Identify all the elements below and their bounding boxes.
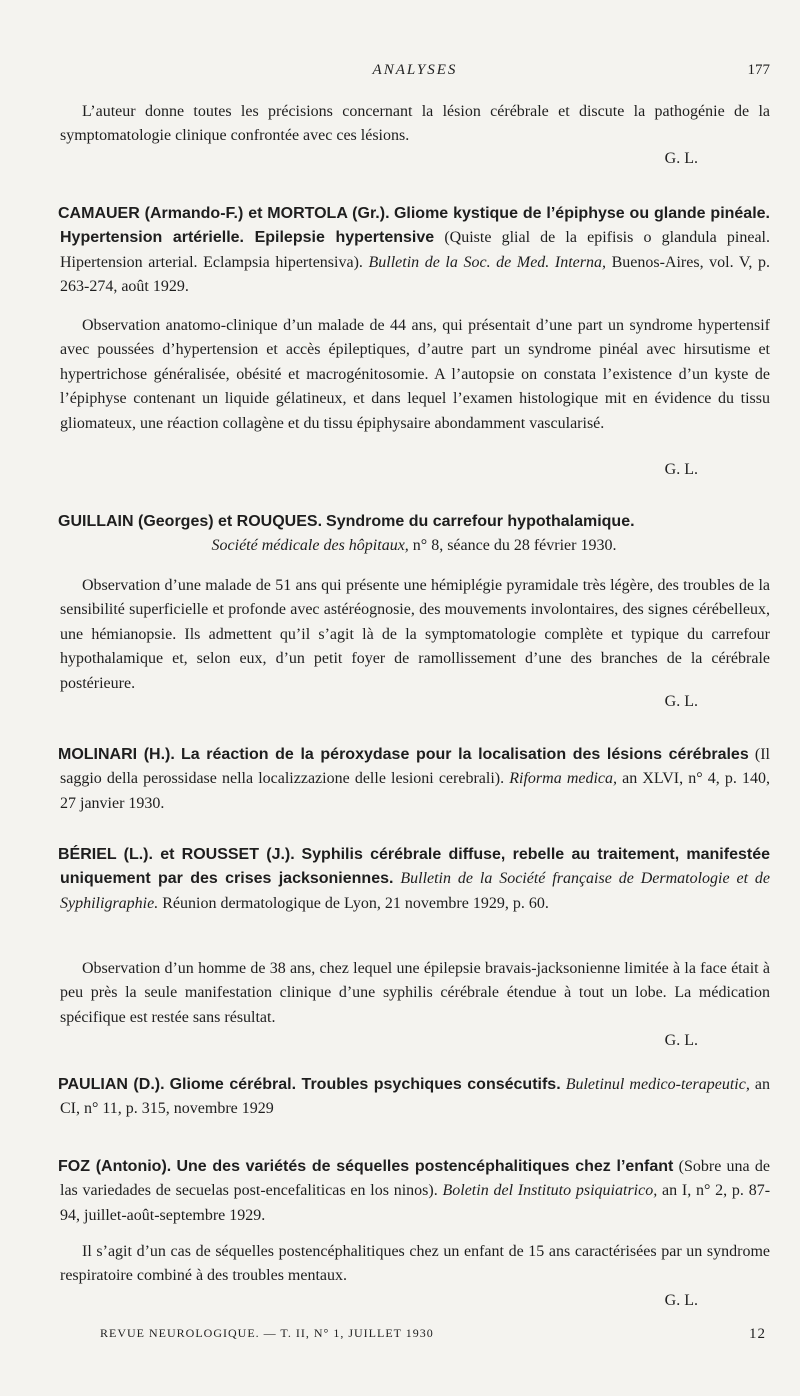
reference-subtitle: (Sobre una de las variedades de secuelas post-encefaliticas en los ninos).: [60, 1158, 770, 1200]
reference-details: an XLVI, n° 4, p. 140, 27 janvier 1930.: [60, 770, 771, 812]
intro-paragraph: L’auteur donne toutes les précisions concernant la lésion cérébrale et discute la pathogénie de la symptomatologie clinique confrontée avec ces lésions.: [60, 103, 770, 145]
reference-source: Bulletin de la Société française de Dermatologie et de Syphiligraphie.: [60, 870, 771, 912]
reference-details: n° 8, séance du 28 février 1930.: [412, 537, 617, 555]
reference-authors: FOZ (Antonio).: [58, 1158, 172, 1175]
running-title: ANALYSES: [372, 62, 458, 78]
signature-guillain: G. L.: [664, 693, 698, 710]
intro-signature: G. L.: [664, 150, 698, 167]
reference-authors: MOLINARI (H.).: [58, 746, 175, 763]
reference-title: Syphilis cérébrale diffuse, rebelle au traitement, manifestée uniquement par des crises jacksoniennes.: [60, 846, 770, 888]
signature-beriel: G. L.: [664, 1032, 698, 1049]
reference-details: Réunion dermatologique de Lyon, 21 novembre 1929, p. 60.: [162, 894, 549, 912]
reference-authors: PAULIAN (D.).: [58, 1076, 165, 1093]
reference-molinari: [60, 743, 770, 816]
reference-beriel: [60, 843, 770, 916]
page-footer: [100, 1326, 766, 1341]
reference-source: Société médicale des hôpitaux,: [211, 537, 409, 555]
reference-subtitle: (Quiste glial de la epifisis o glandula pineal. Hipertension arterial. Eclampsia hipertensiva).: [60, 229, 771, 271]
abstract-foz: Il s’agit d’un cas de séquelles postencéphalitiques chez un enfant de 15 ans caractérisées par un syndrome respiratoire combiné à des troubles mentaux.: [60, 1243, 770, 1285]
reference-authors: BÉRIEL (L.). et ROUSSET (J.).: [58, 846, 295, 863]
reference-details: an CI, n° 11, p. 315, novembre 1929: [60, 1076, 770, 1118]
abstract-beriel: Observation d’un homme de 38 ans, chez lequel une épilepsie bravais-jacksonienne limitée à la face était à peu près la seule manifestation clinique d’une syphilis cérébrale étendue à tout un lobe. La médication spécifique est restée sans résultat.: [60, 960, 770, 1026]
reference-subtitle: (Il saggio della perossidase nella localizzazione delle lesioni cerebrali).: [60, 746, 770, 788]
reference-title: La réaction de la péroxydase pour la localisation des lésions cérébrales: [181, 746, 749, 763]
reference-source: Boletin del Instituto psiquiatrico,: [442, 1182, 658, 1200]
reference-title: Gliome cérébral. Troubles psychiques consécutifs.: [169, 1076, 561, 1093]
reference-title: Une des variétés de séquelles postencéphalitiques chez l’enfant: [176, 1158, 674, 1175]
reference-title: Syndrome du carrefour hypothalamique.: [326, 513, 635, 530]
reference-details: an I, n° 2, p. 87-94, juillet-août-septembre 1929.: [60, 1182, 771, 1224]
reference-camauer: [60, 202, 770, 300]
signature-camauer: G. L.: [664, 461, 698, 478]
reference-title: Gliome kystique de l’épiphyse ou glande pinéale. Hypertension artérielle. Epilepsie hypertensive: [60, 205, 770, 247]
reference-paulian: [60, 1073, 770, 1122]
reference-foz: [60, 1155, 770, 1228]
reference-authors: GUILLAIN (Georges) et ROUQUES.: [58, 513, 323, 530]
reference-source: Buletinul medico-terapeutic,: [565, 1076, 750, 1093]
signature-mark: 12: [749, 1326, 766, 1342]
reference-guillain: [60, 510, 770, 559]
page-header: [60, 62, 770, 84]
page-number: 177: [747, 62, 770, 78]
abstract-camauer: Observation anatomo-clinique d’un malade de 44 ans, qui présentait d’une part un syndrome hypertensif avec poussées d’hypertension et accès épileptiques, d’autre part un syndrome pinéal avec hirsutisme et hypertrichose généralisée, obésité et macrogénitosomie. A l’autopsie on constata l’existence d’un kyste de l’épiphyse contenant un liquide gélatineux, et dans lequel l’examen histologique mit en évidence du tissu gliomateux, une réaction collagène et du tissu épiphysaire abondamment vascularisé.: [60, 317, 770, 432]
abstract-guillain: Observation d’une malade de 51 ans qui présente une hémiplégie pyramidale très légère, des troubles de la sensibilité superficielle et profonde avec astéréognosie, des mouvements involontaires, des signes cérébelleux, une hémianopsie. Ils admettent qu’il s’agit là de la symptomatologie complète et typique du carrefour hypothalamique et, selon eux, d’un petit foyer de ramollissement d’une des branches de la cérébrale postérieure.: [60, 577, 770, 692]
reference-details: Buenos-Aires, vol. V, p. 263-274, août 1929.: [60, 253, 770, 296]
journal-footer: REVUE NEUROLOGIQUE. — T. II, N° 1, JUILLET 1930: [100, 1326, 434, 1340]
reference-source: Riforma medica,: [509, 770, 618, 788]
signature-foz: G. L.: [664, 1292, 698, 1309]
reference-authors: CAMAUER (Armando-F.) et MORTOLA (Gr.).: [58, 205, 390, 222]
reference-source: Bulletin de la Soc. de Med. Interna,: [368, 253, 606, 271]
